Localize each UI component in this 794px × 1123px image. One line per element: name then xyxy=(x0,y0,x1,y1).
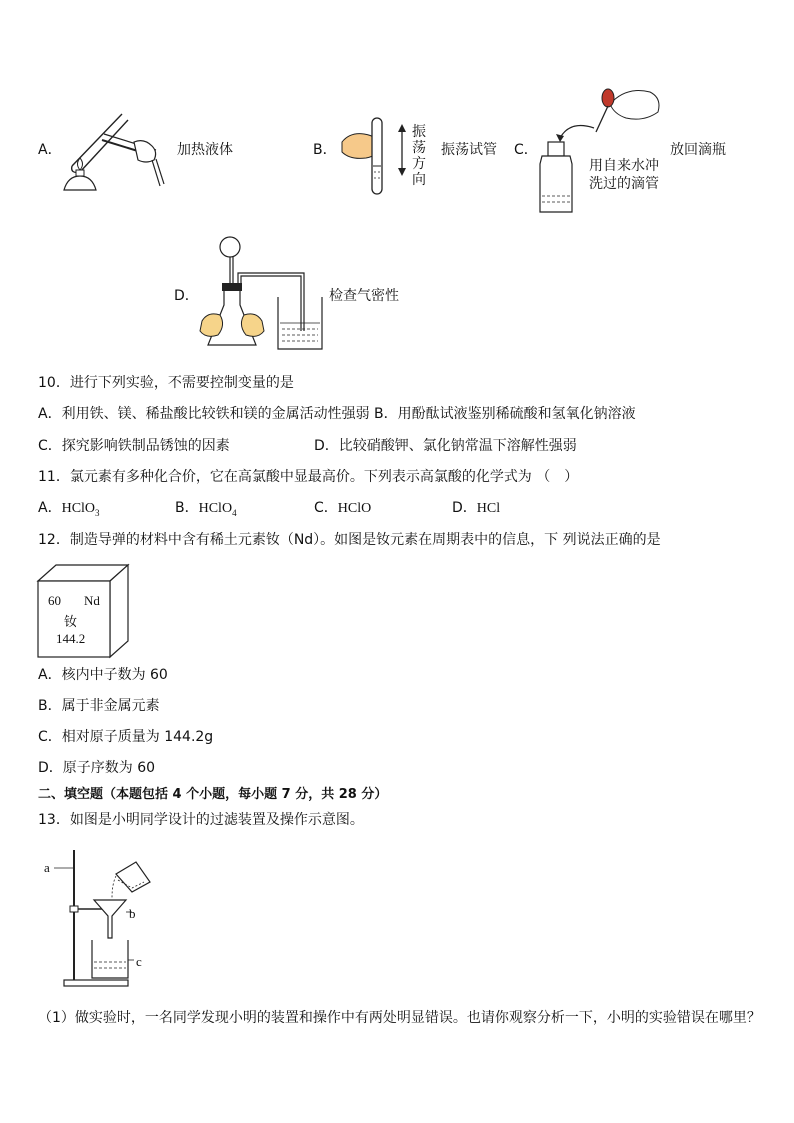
q12-option-b: B．属于非金属元素 xyxy=(38,698,160,714)
q11-option-c-prefix: C． xyxy=(314,500,338,516)
option-d-caption: 检查气密性 xyxy=(329,288,399,304)
q11-option-d-formula: HCl xyxy=(476,501,501,516)
q12-option-c: C．相对原子质量为 144.2g xyxy=(38,729,214,745)
q11-option-a xyxy=(38,499,100,522)
dropper-note-line1: 用自来水冲 xyxy=(589,158,659,174)
shake-direction-label: 振荡方向 xyxy=(412,124,426,188)
q10-option-d: D．比较硝酸钾、氯化钠常温下溶解性强弱 xyxy=(314,438,577,454)
shaking-tube-illustration xyxy=(340,112,412,198)
q11-option-d xyxy=(452,499,500,518)
q10-stem: 10．进行下列实验，不需要控制变量的是 xyxy=(38,375,294,391)
section-heading: 二、填空题（本题包括 4 个小题，每小题 7 分，共 28 分） xyxy=(38,787,388,802)
airtightness-check-illustration xyxy=(198,235,324,357)
option-a-letter: A． xyxy=(38,142,62,158)
q13-stem: 13．如图是小明同学设计的过滤装置及操作示意图。 xyxy=(38,812,364,828)
option-c-caption: 放回滴瓶 xyxy=(670,142,726,158)
q11-option-c-formula: HClO xyxy=(337,501,372,516)
q11-option-b-formula: HClO xyxy=(198,501,233,516)
q10-options-ab: A．利用铁、镁、稀盐酸比较铁和镁的金属活动性强弱 B．用酚酞试液鉴别稀硫酸和氢氧化钠溶液 xyxy=(38,406,636,422)
option-c-letter: C． xyxy=(514,142,538,158)
q11-option-a-formula: HClO xyxy=(61,501,96,516)
q11-option-b-prefix: B． xyxy=(175,500,199,516)
q10-option-c: C．探究影响铁制品锈蚀的因素 xyxy=(38,438,230,454)
q13-subquestion-1: （1）做实验时，一名同学发现小明的装置和操作中有两处明显错误。也请你观察分析一下，小明的实验错误在哪里？ xyxy=(38,1010,761,1026)
option-d-letter: D． xyxy=(174,288,199,304)
dropper-note-line2: 洗过的滴管 xyxy=(589,176,659,192)
filtration-apparatus-illustration xyxy=(40,846,160,988)
q12-stem: 12．制造导弹的材料中含有稀土元素钕（Nd）。如图是钕元素在周期表中的信息，下 列说法正确的是 xyxy=(38,532,661,548)
q11-option-c xyxy=(314,499,371,518)
option-b-caption: 振荡试管 xyxy=(441,142,497,158)
label-b: b xyxy=(129,906,136,921)
q11-option-d-prefix: D． xyxy=(452,500,477,516)
q12-option-a: A．核内中子数为 60 xyxy=(38,667,168,683)
element-symbol: Nd xyxy=(84,593,100,608)
q11-option-b xyxy=(175,499,237,522)
atomic-number: 60 xyxy=(48,593,61,608)
element-cell xyxy=(36,563,130,659)
q11-option-a-subscript: 3 xyxy=(95,507,100,518)
label-a: a xyxy=(44,860,50,875)
q11-option-a-prefix: A． xyxy=(38,500,62,516)
element-name: 钕 xyxy=(64,614,78,629)
atomic-mass: 144.2 xyxy=(56,631,86,646)
heating-liquid-illustration xyxy=(62,104,170,196)
dropper-bottle-illustration xyxy=(536,84,666,216)
label-c: c xyxy=(136,954,142,969)
q11-stem: 11．氯元素有多种化合价，它在高氯酸中显最高价。下列表示高氯酸的化学式为 （ ） xyxy=(38,469,579,485)
option-b-letter: B． xyxy=(313,142,337,158)
q11-option-b-subscript: 4 xyxy=(232,507,237,518)
option-a-caption: 加热液体 xyxy=(177,142,233,158)
q12-option-d: D．原子序数为 60 xyxy=(38,760,156,776)
